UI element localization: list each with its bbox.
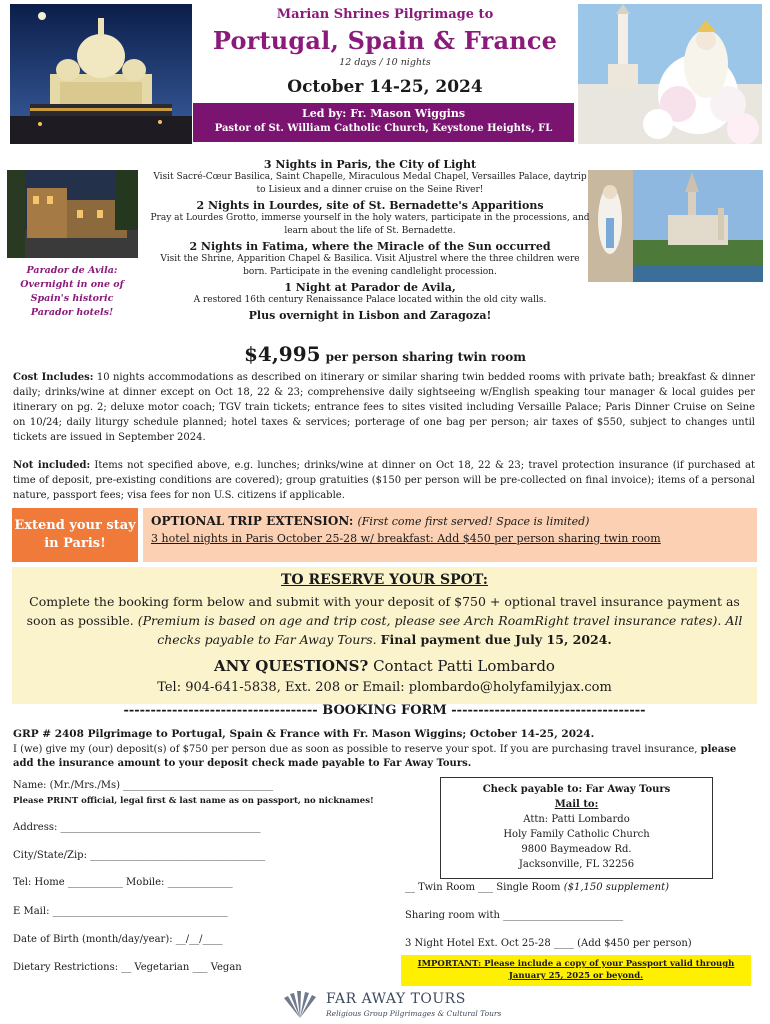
mail-street: 9800 Baymeadow Rd. <box>521 844 632 855</box>
logo-tagline: Religious Group Pilgrimages & Cultural Tours <box>326 1009 502 1018</box>
deposit-text-bold: please add the insurance amount to your deposit check made payable to Far Away Tours. <box>13 744 737 769</box>
itinerary-heading: 1 Night at Parador de Avila, <box>284 281 456 294</box>
leader-name: Led by: Fr. Mason Wiggins <box>301 107 466 120</box>
questions-label: ANY QUESTIONS? <box>214 657 369 675</box>
not-included-text: Items not specified above, e.g. lunches; drinks/wine at dinner on Oct 18, 22 & 23; travel protection insurance (if purchased at time of deposit, pre-existing conditions are covered); group gratuities ($150 per person will be pre-collected on final invoice); items of a personal nature, passport fees; visa fees for non U.S. citizens if applicable. <box>13 460 755 501</box>
contact-name: Contact Patti Lombardo <box>373 657 555 675</box>
reserve-body-text: Complete the booking form below and submit with your deposit of $750 + optional travel insurance payment as soon as possible. <box>26 594 740 628</box>
fatima-statue-photo <box>578 4 762 144</box>
leader-parish: Pastor of St. William Catholic Church, Keystone Heights, FL <box>214 123 553 134</box>
plus-overnight: Plus overnight in Lisbon and Zaragoza! <box>248 309 492 322</box>
extension-field[interactable]: 3 Night Hotel Ext. Oct 25-28 ____ (Add $450 per person) <box>405 938 692 949</box>
not-included-label: Not included: <box>13 460 91 471</box>
deposit-text <box>13 743 758 771</box>
logo-mark-icon <box>280 990 320 1020</box>
dietary-field[interactable]: Dietary Restrictions: __ Vegetarian ___ Vegan <box>13 962 242 973</box>
address-field[interactable]: Address: ________________________________________ <box>13 822 261 833</box>
itinerary-desc: Visit the Shrine, Apparition Chapel & Basilica. Visit Aljustrel where the three children were born. Participate in the evening candlelight procession. <box>160 254 580 277</box>
trip-dates: October 14-25, 2024 <box>287 77 483 97</box>
mail-attn: Attn: Patti Lombardo <box>523 814 630 825</box>
itinerary-desc: A restored 16th century Renaissance Palace located within the old city walls. <box>193 295 547 305</box>
lourdes-basilica-photo <box>588 170 763 282</box>
dob-field[interactable]: Date of Birth (month/day/year): __/__/____ <box>13 934 223 945</box>
pilgrimage-subtitle: Marian Shrines Pilgrimage to <box>276 7 494 22</box>
name-note: Please PRINT official, legal first & last name as on passport, no nicknames! <box>13 796 374 806</box>
email-field[interactable]: E Mail: ___________________________________ <box>13 906 228 917</box>
cost-includes-label: Cost Includes: <box>13 372 94 383</box>
sacre-coeur-photo <box>10 4 192 144</box>
itinerary-desc: Visit Sacré-Cœur Basilica, Saint Chapelle, Miraculous Medal Chapel, Versailles Palace, daytrip to Lisieux and a dinner cruise on the Seine River! <box>153 172 587 195</box>
logo-name: FAR AWAY TOURS <box>326 991 466 1007</box>
sharing-field[interactable]: Sharing room with ________________________ <box>405 910 624 921</box>
reserve-panel <box>12 567 757 704</box>
final-payment: Final payment due July 15, 2024. <box>380 632 612 647</box>
reserve-body-italic: (Premium is based on age and trip cost, please see Arch RoamRight travel insurance rates). All checks payable to Far Away Tours. <box>137 613 743 647</box>
trip-length: 12 days / 10 nights <box>339 57 431 68</box>
booking-form-title: ------------------------------------ BOOKING FORM ------------------------------------ <box>123 703 646 718</box>
check-payable: Check payable to: Far Away Tours <box>482 784 671 795</box>
mail-church: Holy Family Catholic Church <box>503 829 650 840</box>
price-line <box>148 342 622 366</box>
itinerary <box>148 156 592 322</box>
itinerary-heading: 2 Nights in Fatima, where the Miracle of the Sun occurred <box>189 240 551 253</box>
deposit-text-plain: I (we) give my (our) deposit(s) of $750 per person due as soon as possible to reserve your spot. If you are purchasing travel insurance, <box>13 744 698 755</box>
itinerary-heading: 3 Nights in Paris, the City of Light <box>263 158 477 171</box>
reserve-body <box>12 592 757 649</box>
reserve-title: TO RESERVE YOUR SPOT: <box>281 572 488 588</box>
single-supplement: ($1,150 supplement) <box>563 882 670 893</box>
extension-title: OPTIONAL TRIP EXTENSION: <box>151 514 354 528</box>
group-number: GRP # 2408 Pilgrimage to Portugal, Spain & France with Fr. Mason Wiggins; October 14-25, 2024. <box>13 728 595 740</box>
name-field[interactable]: Name: (Mr./Mrs./Ms) ______________________________ <box>13 780 274 791</box>
extension-panel <box>143 508 757 562</box>
mail-city: Jacksonville, FL 32256 <box>518 859 635 870</box>
mail-to-label: Mail to: <box>554 799 599 810</box>
extension-note: (First come first served! Space is limited) <box>357 515 590 528</box>
passport-notice: IMPORTANT: Please include a copy of your Passport valid through January 25, 2025 or beyond. <box>401 955 751 986</box>
parador-caption: Parador de Avila: Overnight in one of Spain's historic Parador hotels! <box>20 265 124 318</box>
extension-badge: Extend your stay in Paris! <box>12 508 138 562</box>
room-options: __ Twin Room ___ Single Room <box>405 882 561 893</box>
leader-banner <box>193 103 574 142</box>
not-included <box>13 458 755 503</box>
payment-box <box>440 777 713 879</box>
room-type-field[interactable] <box>405 882 669 893</box>
far-away-tours-logo <box>280 990 510 1022</box>
contact-info: Tel: 904-641-5838, Ext. 208 or Email: plombardo@holyfamilyjax.com <box>157 680 612 695</box>
tel-field[interactable]: Tel: Home ___________ Mobile: _____________ <box>13 877 233 888</box>
cost-includes <box>13 370 755 445</box>
itinerary-heading: 2 Nights in Lourdes, site of St. Bernadette's Apparitions <box>196 199 544 212</box>
cost-includes-text: 10 nights accommodations as described on itinerary or similar sharing twin bedded rooms with private bath; breakfast & dinner daily; drinks/wine at dinner except on Oct 18, 22 & 23; comprehensive daily sightseeing w/English speaking tour manager & local guides per itinerary on pg. 2; deluxe motor coach; TGV train tickets; entrance fees to sites visited including Versaille Palace; Paris Dinner Cruise on Seine on 10/24; daily liturgy schedule planned; hotel taxes & services; porterage of one bag per person; air taxes of $550, subject to changes until tickets are issued in September 2024. <box>13 372 755 443</box>
price-amount: $4,995 <box>244 342 321 366</box>
parador-avila-photo <box>7 170 138 258</box>
city-field[interactable]: City/State/Zip: ___________________________________ <box>13 850 266 861</box>
page-title: Portugal, Spain & France <box>212 26 558 55</box>
extension-detail: 3 hotel nights in Paris October 25-28 w/ breakfast: Add $450 per person sharing twin room <box>151 532 661 545</box>
price-basis: per person sharing twin room <box>325 350 526 364</box>
itinerary-desc: Pray at Lourdes Grotto, immerse yourself in the holy waters, participate in the processions, and learn about the life of St. Bernadette. <box>150 213 590 236</box>
